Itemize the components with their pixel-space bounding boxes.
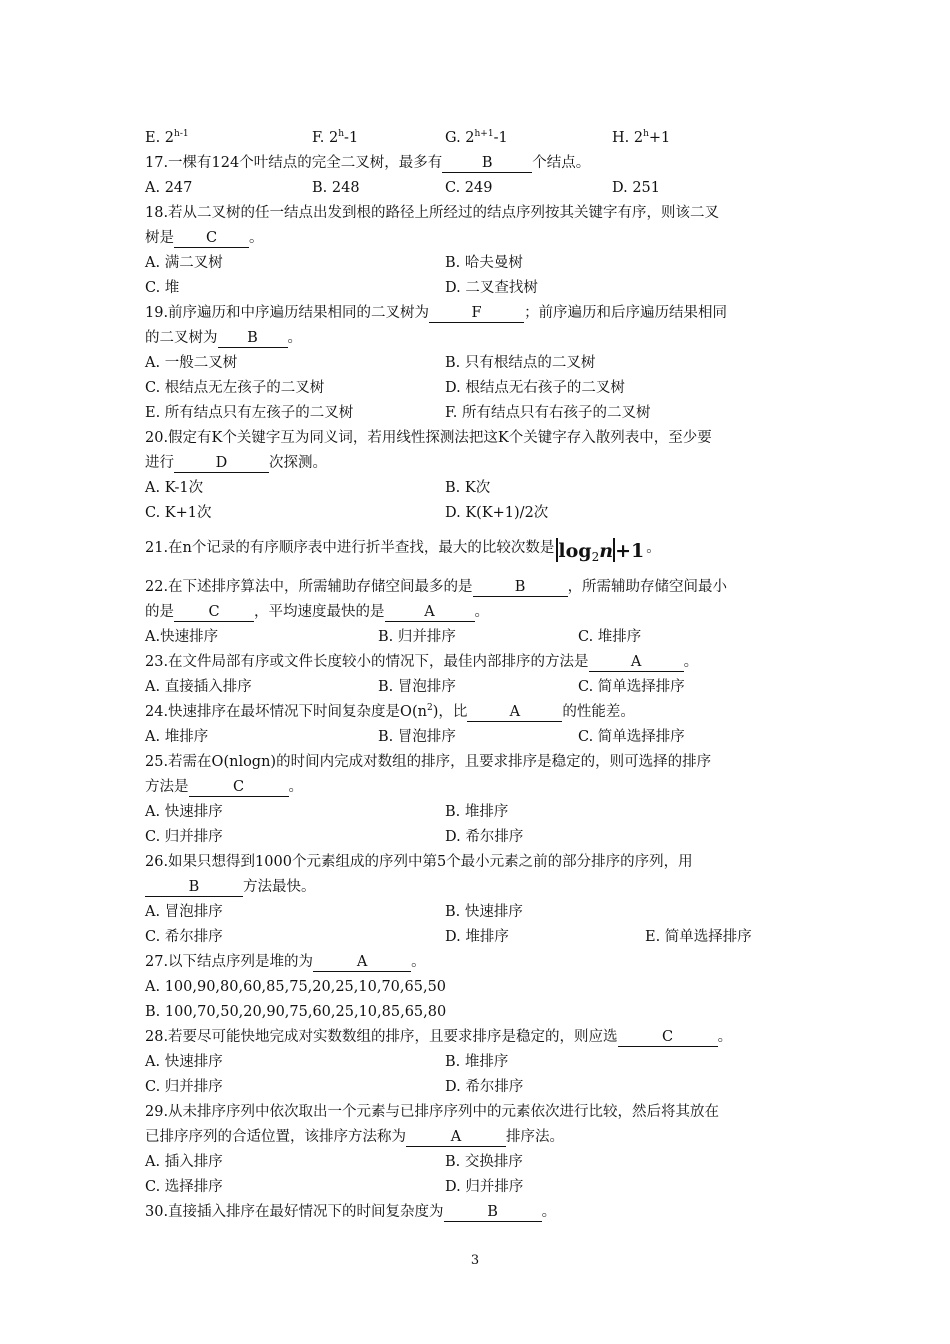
q20-answer-blank: D xyxy=(174,455,269,473)
q26-stem-line1: 26.如果只想得到1000个元素组成的序列中第5个最小元素之前的部分排序的序列，用 xyxy=(145,854,693,870)
q18-option-c: C. 堆 xyxy=(145,280,180,296)
q17-stem: 17.一棵有124个叶结点的完全二叉树，最多有 B 个结点。 xyxy=(145,155,591,171)
q29-stem-line1: 29.从未排序序列中依次取出一个元素与已排序序列中的元素依次进行比较，然后将其放在 xyxy=(145,1104,720,1120)
q20-option-b: B. K次 xyxy=(445,480,491,496)
q22-option-c: C. 堆排序 xyxy=(578,629,642,645)
q19-stem-line1: 19.前序遍历和中序遍历结果相同的二叉树为 F ；前序遍历和后序遍历结果相同 xyxy=(145,305,728,321)
q20-option-a: A. K-1次 xyxy=(145,480,204,496)
q26-option-e: E. 简单选择排序 xyxy=(645,929,752,945)
q22-stem-line2: 的是 C ，平均速度最快的是 A 。 xyxy=(145,604,489,620)
q22-answer-blank-1: B xyxy=(473,579,568,597)
q29-option-d: D. 归并排序 xyxy=(445,1179,524,1195)
q28-option-c: C. 归并排序 xyxy=(145,1079,223,1095)
q19-option-f: F. 所有结点只有右孩子的二叉树 xyxy=(445,405,651,421)
q20-stem-line1: 20.假定有K个关键字互为同义词，若用线性探测法把这K个关键字存入散列表中，至少要 xyxy=(145,430,712,446)
q26-option-a: A. 冒泡排序 xyxy=(145,904,223,920)
q18-answer-blank: C xyxy=(174,230,249,248)
q23-option-a: A. 直接插入排序 xyxy=(145,679,252,695)
q24-option-a: A. 堆排序 xyxy=(145,729,209,745)
page-number: 3 xyxy=(470,1253,480,1268)
q25-answer-blank: C xyxy=(189,779,289,797)
q19-answer-blank-2: B xyxy=(218,330,288,348)
q19-answer-blank-1: F xyxy=(429,305,524,323)
q27-option-b: B. 100,70,50,20,90,75,60,25,10,85,65,80 xyxy=(145,1004,447,1020)
q23-answer-blank: A xyxy=(589,654,684,672)
q18-stem-line2: 树是 C 。 xyxy=(145,230,264,246)
q16-option-h: H. $2^h+1$ xyxy=(612,129,671,146)
q27-stem: 27.以下结点序列是堆的为 A 。 xyxy=(145,954,426,970)
q18-option-a: A. 满二叉树 xyxy=(145,255,223,271)
q22-answer-blank-3: A xyxy=(385,604,475,622)
q20-stem-line2: 进行 D 次探测。 xyxy=(145,455,327,471)
q29-option-a: A. 插入排序 xyxy=(145,1154,223,1170)
q29-option-c: C. 选择排序 xyxy=(145,1179,223,1195)
q17-option-c: C. 249 xyxy=(445,180,493,196)
q23-stem: 23.在文件局部有序或文件长度较小的情况下，最佳内部排序的方法是 A 。 xyxy=(145,654,699,670)
q24-answer-blank: A xyxy=(467,704,562,722)
q18-stem-line1: 18.若从二叉树的任一结点出发到根的路径上所经过的结点序列按其关键字有序，则该二叉 xyxy=(145,205,720,221)
formula-log: log xyxy=(558,540,592,562)
q19-option-b: B. 只有根结点的二叉树 xyxy=(445,355,596,371)
q25-stem-line1: 25.若需在O(nlogn)的时间内完成对数组的排序，且要求排序是稳定的，则可选择的排序 xyxy=(145,754,712,770)
q28-stem: 28.若要尽可能快地完成对实数数组的排序，且要求排序是稳定的，则应选 C 。 xyxy=(145,1029,733,1045)
q26-option-c: C. 希尔排序 xyxy=(145,929,223,945)
q24-option-c: C. 简单选择排序 xyxy=(578,729,685,745)
q28-option-a: A. 快速排序 xyxy=(145,1054,223,1070)
q28-option-d: D. 希尔排序 xyxy=(445,1079,524,1095)
q25-option-d: D. 希尔排序 xyxy=(445,829,524,845)
q19-stem-line2: 的二叉树为 B 。 xyxy=(145,330,302,346)
q26-option-b: B. 快速排序 xyxy=(445,904,523,920)
formula-plus-one: +1 xyxy=(615,540,645,562)
q21-stem: 21.在n个记录的有序顺序表中进行折半查找，最大的比较次数是 $\log_2n +1$ 。 xyxy=(145,538,661,567)
formula-n: n xyxy=(599,540,614,562)
q28-answer-blank: C xyxy=(618,1029,718,1047)
q25-option-a: A. 快速排序 xyxy=(145,804,223,820)
q27-answer-blank: A xyxy=(313,954,411,972)
q29-answer-blank: A xyxy=(406,1129,506,1147)
q19-option-e: E. 所有结点只有左孩子的二叉树 xyxy=(145,405,354,421)
q17-option-a: A. 247 xyxy=(145,180,193,196)
q19-option-a: A. 一般二叉树 xyxy=(145,355,238,371)
q17-option-b: B. 248 xyxy=(312,180,360,196)
q22-option-a: A.快速排序 xyxy=(145,629,219,645)
q29-option-b: B. 交换排序 xyxy=(445,1154,523,1170)
q26-answer-blank: B xyxy=(145,879,243,897)
q30-stem: 30.直接插入排序在最好情况下的时间复杂度为 B 。 xyxy=(145,1204,557,1220)
q16-option-f: F. 2$^h$-1 xyxy=(312,129,359,146)
q30-answer-blank: B xyxy=(444,1204,542,1222)
q17-option-d: D. 251 xyxy=(612,180,661,196)
floor-log-formula xyxy=(556,538,644,567)
q26-option-d: D. 堆排序 xyxy=(445,929,509,945)
q28-option-b: B. 堆排序 xyxy=(445,1054,509,1070)
q20-option-c: C. K+1次 xyxy=(145,505,212,521)
q18-option-d: D. 二叉查找树 xyxy=(445,280,538,296)
q22-option-b: B. 归并排序 xyxy=(378,629,456,645)
q27-option-a: A. 100,90,80,60,85,75,20,25,10,70,65,50 xyxy=(145,979,447,995)
q16-option-g: G. $2^{h+1}-1$ xyxy=(445,129,508,146)
formula-base: 2 xyxy=(591,550,600,564)
q25-stem-line2: 方法是 C 。 xyxy=(145,779,303,795)
q18-option-b: B. 哈夫曼树 xyxy=(445,255,523,271)
q19-option-c: C. 根结点无左孩子的二叉树 xyxy=(145,380,325,396)
q16-option-e: E. 2$^{h-1}$ xyxy=(145,129,189,146)
q25-option-b: B. 堆排序 xyxy=(445,804,509,820)
q22-stem-line1: 22.在下述排序算法中，所需辅助存储空间最多的是 B ，所需辅助存储空间最小 xyxy=(145,579,728,595)
q29-stem-line2: 已排序序列的合适位置，该排序方法称为 A 排序法。 xyxy=(145,1129,564,1145)
q24-stem: 24.快速排序在最坏情况下时间复杂度是$O(n^2)$，比 A 的性能差。 xyxy=(145,703,635,720)
q24-option-b: B. 冒泡排序 xyxy=(378,729,456,745)
q17-answer-blank: B xyxy=(442,155,532,173)
q23-option-c: C. 简单选择排序 xyxy=(578,679,685,695)
q22-answer-blank-2: C xyxy=(174,604,254,622)
q20-option-d: D. K(K+1)/2次 xyxy=(445,505,549,521)
q26-stem-line2: B 方法最快。 xyxy=(145,877,316,897)
q23-option-b: B. 冒泡排序 xyxy=(378,679,456,695)
q25-option-c: C. 归并排序 xyxy=(145,829,223,845)
q19-option-d: D. 根结点无右孩子的二叉树 xyxy=(445,380,625,396)
